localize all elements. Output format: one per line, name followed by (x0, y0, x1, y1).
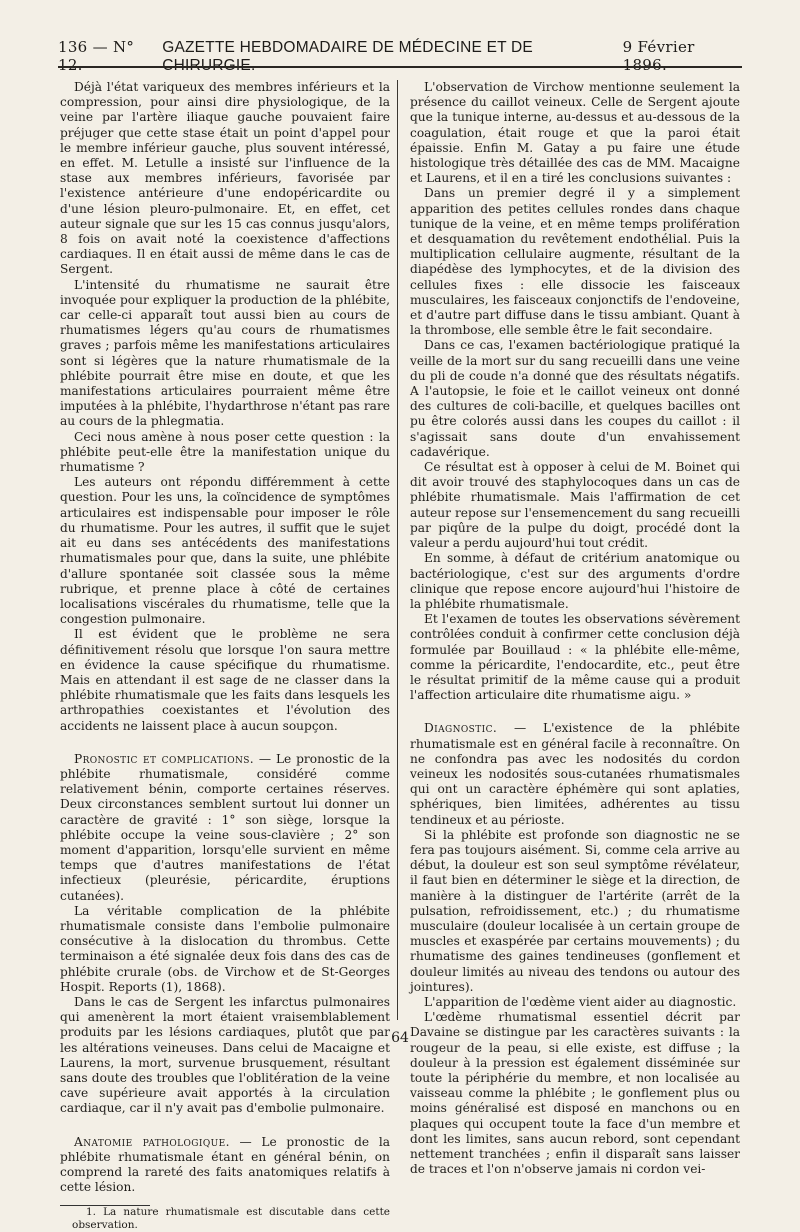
section-text: — Le pronostic de la phlébite rhumatismale, considéré comme relativement bénin, comporte certaines réserves. Deux circonstances semblent surtout lui donner un caractère de gravité : 1° son siège, lorsque la phlébite occupe la veine sous-clavière ; 2° son moment d'apparition, lorsqu'elle survient en même temps que d'autres manifestations de l'état infectieux (pleurésie, péricardite, éruptions cutanées). (60, 751, 390, 903)
paragraph: Il est évident que le problème ne sera définitivement résolu que lorsque l'on saura mettre en évidence la cause spécifique du rhumatisme. Mais en attendant il est sage de ne classer dans la phlébite rhumatismale que les faits dans lesquels les arthropathies coexistantes et l'évolution des accidents ne laissent place à aucun soupçon. (60, 627, 390, 733)
journal-title: GAZETTE HEBDOMADAIRE DE MÉDECINE ET DE CHIRURGIE. (162, 39, 533, 74)
right-column (410, 80, 740, 1177)
page-number: 64 (391, 1030, 409, 1046)
paragraph: Ceci nous amène à nous poser cette question : la phlébite peut-elle être la manifestation unique du rhumatisme ? (60, 429, 390, 475)
footnote: 1. La nature rhumatismale est discutable dans cette observation. (72, 1206, 390, 1232)
paragraph: En somme, à défaut de critérium anatomique ou bactériologique, c'est sur des arguments d'ordre clinique que repose encore aujourd'hui l'histoire de la phlébite rhumatismale. (410, 551, 740, 611)
section-anatomy (60, 1135, 390, 1196)
paragraph: L'apparition de l'œdème vient aider au diagnostic. (424, 994, 737, 1009)
page-reference: 136 — N° 12. (58, 38, 135, 74)
left-column (60, 80, 390, 1232)
paragraph: L'observation de Virchow mentionne seulement la présence du caillot veineux. Celle de Sergent ajoute que la tunique interne, au-dessus et au-dessous de la coagulation, était rouge et que la paroi était épaissie. Enfin M. Gatay a pu faire une étude histologique très détaillée des cas de MM. Macaigne et Laurens, et il en a tiré les conclusions suivantes : (410, 80, 740, 186)
section-heading: Pronostic et complications. (74, 751, 255, 766)
paragraph: L'intensité du rhumatisme ne saurait être invoquée pour expliquer la production de la phlébite, car celle-ci apparaît tout aussi bien au cours de rhumatismes légers qu'au cours de rhumatismes graves ; parfois même les manifestations articulaires sont si légères que la nature rhumatismale de la phlébite pourrait être mise en doute, et que les manifestations articulaires pourraient même être imputées à la phlébite, l'hydarthrose n'étant pas rare au cours de la phlegmatia. (60, 277, 390, 429)
section-heading: Anatomie pathologique. (74, 1134, 230, 1149)
paragraph: Et l'examen de toutes les observations sévèrement contrôlées conduit à confirmer cette conclusion déjà formulée par Bouillaud : « la phlébite elle-même, comme la péricardite, l'endocardite, etc., peut être le résultat primitif de la même cause qui a produit l'affection articulaire dite rhumatisme aigu. » (410, 612, 740, 703)
section-heading: Diagnostic. (424, 721, 498, 736)
paragraph: Si la phlébite est profonde son diagnostic ne se fera pas toujours aisément. Si, comme cela arrive au début, la douleur est son seul symptôme révélateur, il faut bien en déterminer le siège et la direction, de manière à la distinguer de l'artérite (arrêt de la pulsation, refroidissement, etc.) ; du rhumatisme musculaire (douleur localisée à un certain groupe de muscles et exaspérée par certains mouvements) ; du rhumatisme des gaines tendineuses (gonflement et douleur limités au niveau des tendons ou autour des jointures). (410, 827, 740, 994)
section-diagnosis (410, 721, 740, 827)
running-header (58, 38, 742, 74)
paragraph: Dans le cas de Sergent les infarctus pulmonaires qui amenèrent la mort étaient vraisemblablement produits par les lésions cardiaques, plutôt que par les altérations veineuses. Dans celui de Macaigne et Laurens, la mort, survenue brusquement, résultant sans doute des troubles que l'oblitération de la veine cave supérieure avait apportés à la circulation cardiaque, car il n'y avait pas d'embolie pulmonaire. (60, 994, 390, 1116)
section-text: — Le pronostic de la phlébite rhumatismale étant en général bénin, on comprend la rareté des faits anatomiques relatifs à cette lésion. (60, 1134, 390, 1195)
section-text: — L'existence de la phlébite rhumatismale est en général facile à reconnaître. On ne confondra pas avec les nodosités du cordon veineux les nodosités sous-cutanées rhumatismales qui ont un caractère éphémère qui sont aplaties, sphériques, bien limitées, adhérentes au tissu tendineux et au périoste. (410, 721, 740, 827)
paragraph: Ce résultat est à opposer à celui de M. Boinet qui dit avoir trouvé des staphylocoques dans un cas de phlébite rhumatismale. Mais l'affirmation de cet auteur repose sur l'ensemencement du sang recueilli par piqûre de la pulpe du doigt, procédé dont la valeur a perdu aujourd'hui tout crédit. (410, 460, 740, 551)
paragraph: Les auteurs ont répondu différemment à cette question. Pour les uns, la coïncidence de symptômes articulaires est indispensable pour imposer le rôle du rhumatisme. Pour les autres, il suffit que le sujet ait eu dans ses antécédents des manifestations rhumatismales pour que, dans la suite, une phlébite d'allure spontanée soit classée sous la même rubrique, et prenne place à côté de certaines localisations viscérales du rhumatisme, telle que la congestion pulmonaire. (60, 475, 390, 627)
paragraph: Dans ce cas, l'examen bactériologique pratiqué la veille de la mort sur du sang recueilli dans une veine du pli de coude n'a donné que des résultats négatifs. A l'autopsie, le foie et le caillot veineux ont donné des cultures de coli-bacille, et quelques bacilles ont pu être colorés aussi dans les coupes du caillot : il s'agissait sans doute d'un envahissement cadavérique. (410, 338, 740, 459)
paragraph: La véritable complication de la phlébite rhumatismale consiste dans l'embolie pulmonaire consécutive à la dislocation du thrombus. Cette terminaison a été signalée deux fois dans des cas de phlébite crurale (obs. de Virchow et de St-Georges Hospit. Reports (1), 1868). (60, 903, 390, 994)
paragraph: Dans un premier degré il y a simplement apparition des petites cellules rondes dans chaque tunique de la veine, et en même temps prolifération et desquamation du revêtement endothélial. Puis la multiplication cellulaire augmente, résultant de la diapédèse des lymphocytes, et de la division des cellules fixes : elle dissocie les faisceaux musculaires, les faisceaux conjonctifs de l'endoveine, et d'autre part diffuse dans le tissu ambiant. Quant à la thrombose, elle semble être le fait secondaire. (410, 186, 741, 338)
issue-date: 9 Février 1896. (622, 38, 695, 74)
column-divider (397, 80, 398, 1020)
paragraph: Déjà l'état variqueux des membres inférieurs et la compression, pour ainsi dire physiologique, de la veine par l'artère iliaque gauche pouvaient faire préjuger que cette stase était un point d'appel pour le membre inférieur gauche, plus souvent intéressé, en effet. M. Letulle a insisté sur l'influence de la stase aux membres inférieurs, favorisée par l'existence antérieure d'une endopéricardite ou d'une lésion pleuro-pulmonaire. Et, en effet, cet auteur signale que sur les 15 cas connus jusqu'alors, 8 fois on avait noté la coexistence d'affections cardiaques. Il en était aussi de même dans le cas de Sergent. (60, 80, 390, 277)
header-rule (58, 66, 742, 68)
section-prognosis (60, 752, 390, 904)
paragraph: L'œdème rhumatismal essentiel décrit par Davaine se distingue par les caractères suivants : la rougeur de la peau, si elle existe, est diffuse ; la douleur à la pression est également disséminée sur toute la périphérie du membre, et non localisée au vaisseau comme la phlébite ; le gonflement plus ou moins généralisé est disposé en manchons ou en plaques qui occupent toute la face d'un membre et dont les limites, sans aucun rebord, sont cependant nettement tranchées ; enfin il disparaît sans laisser de traces et l'on n'observe jamais ni cordon vei- (410, 1010, 740, 1177)
